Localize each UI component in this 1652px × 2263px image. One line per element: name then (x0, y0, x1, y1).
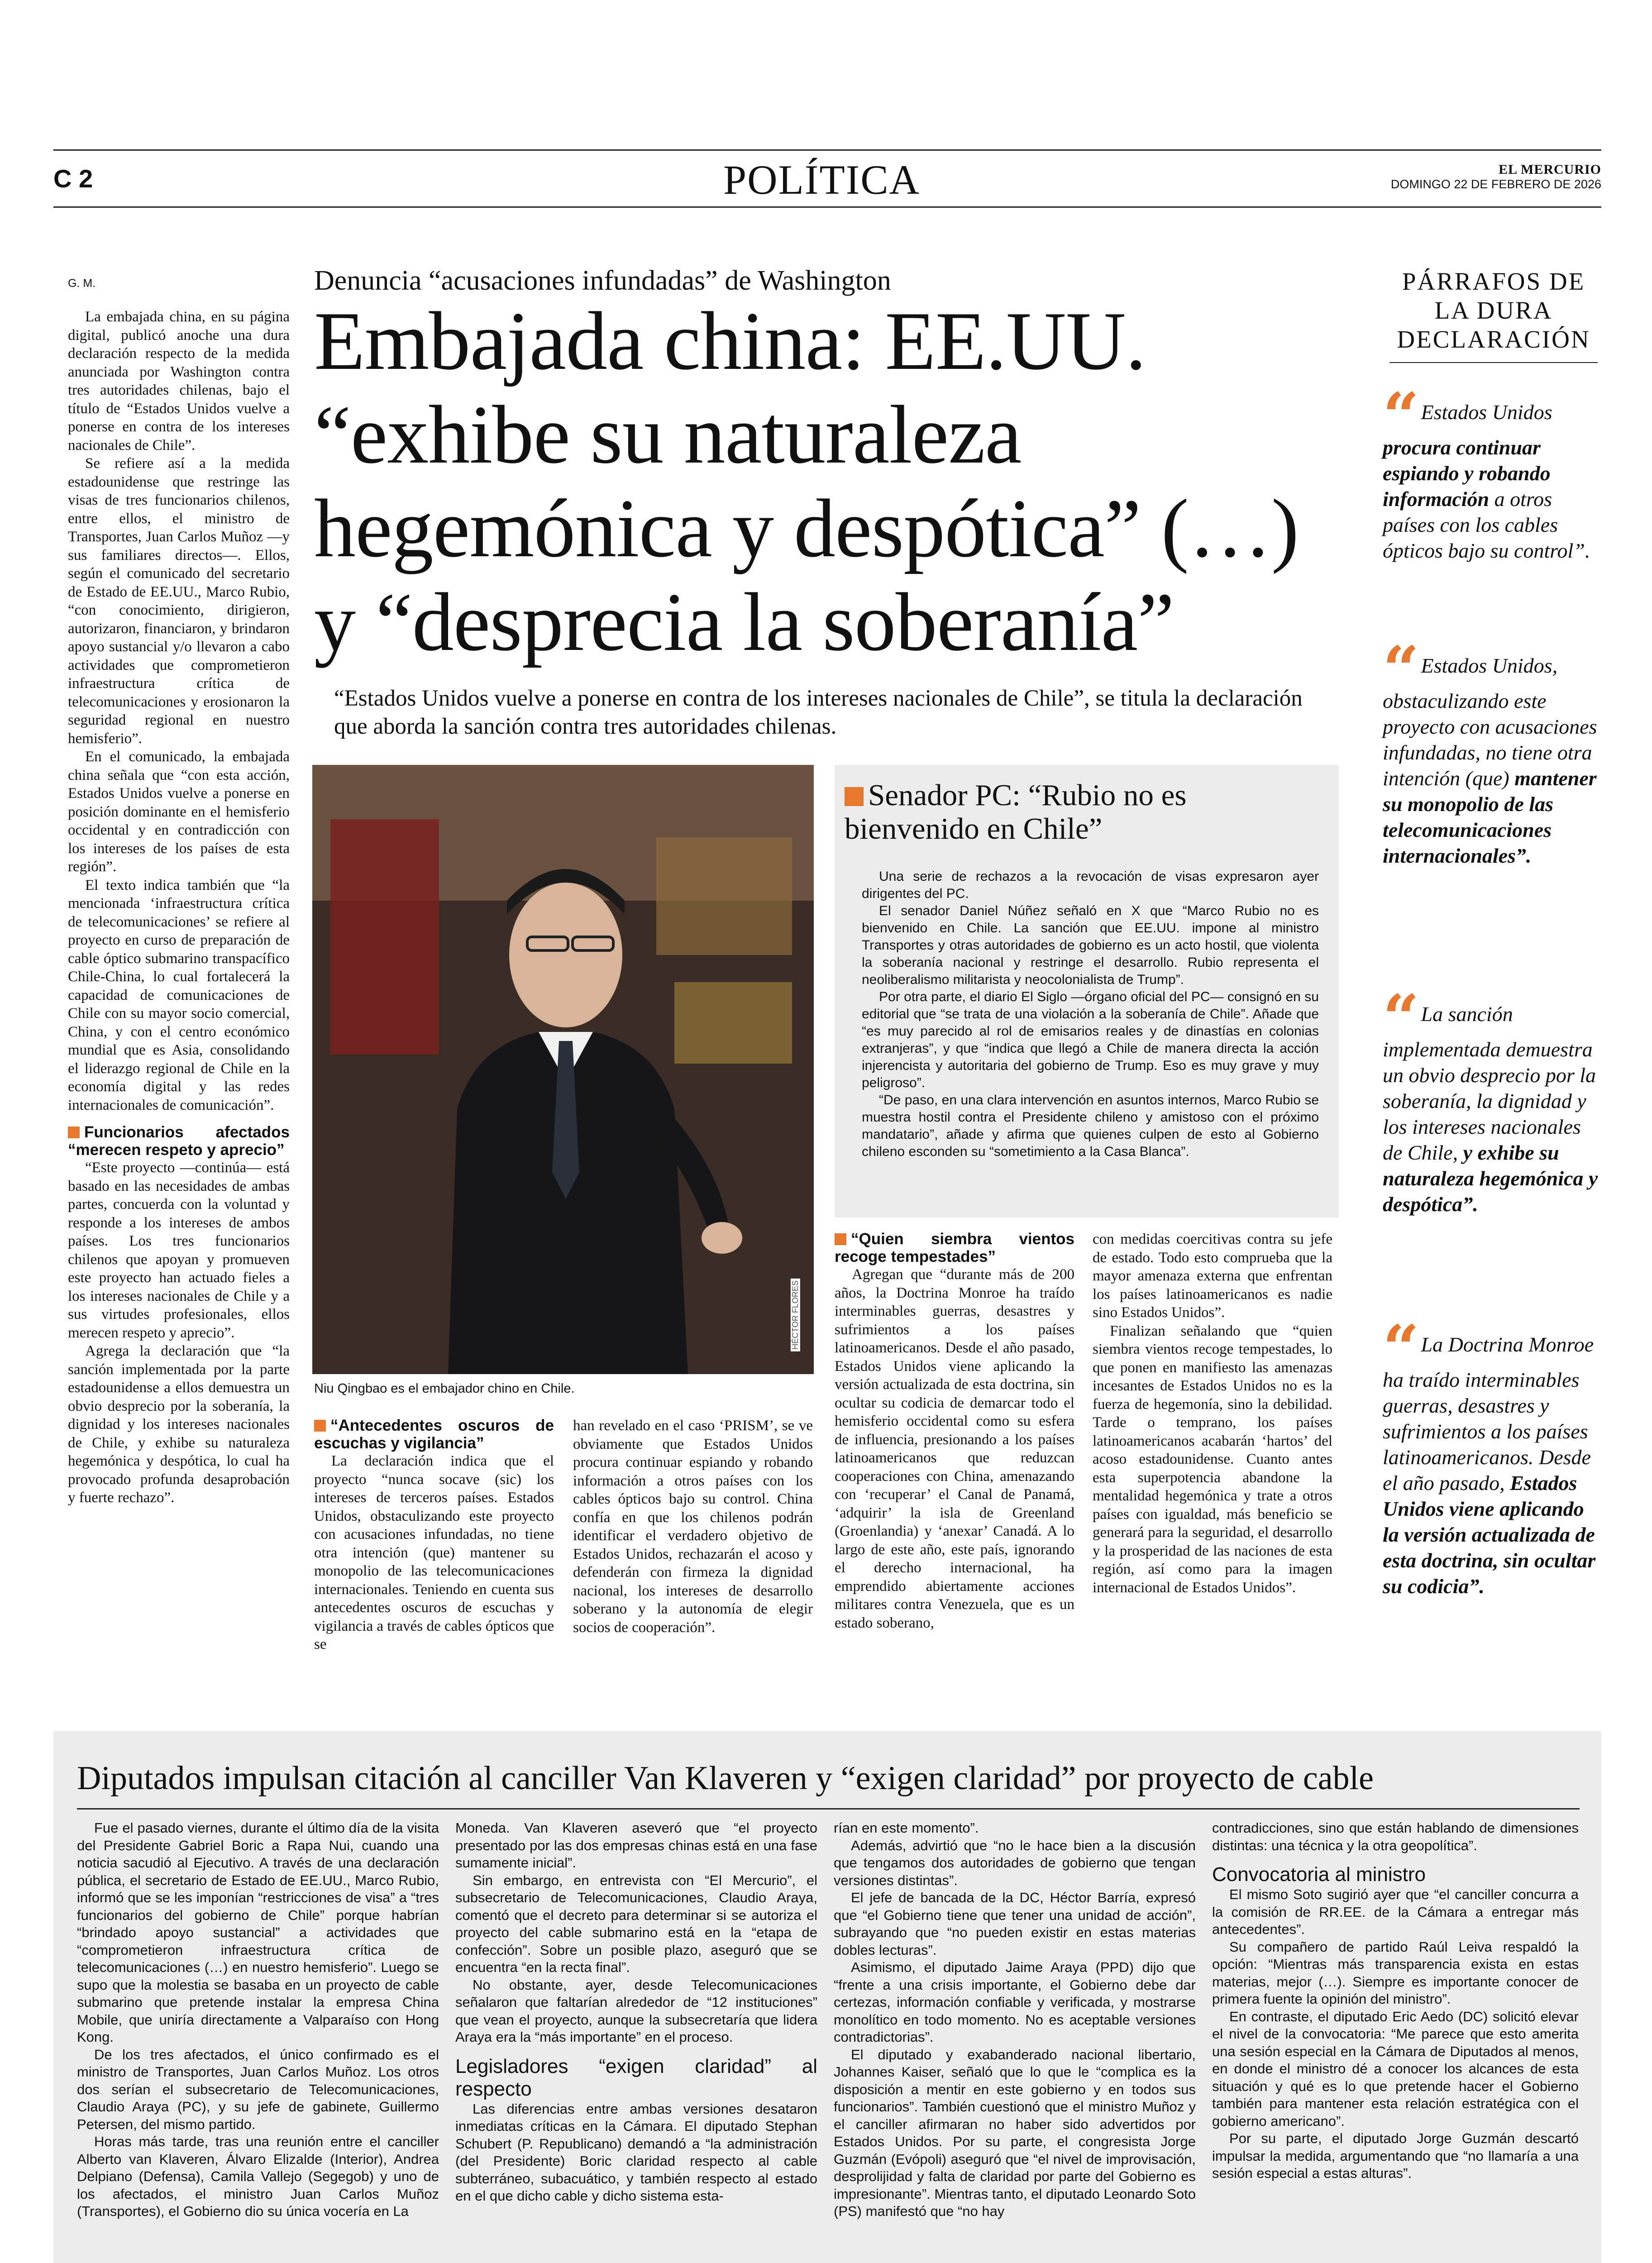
paragraph: con medidas coercitivas contra su jefe de estado. Todo esto comprueba que la mayor amenaza externa que enfrentan los países latinoamericanos es nadie sino Estados Unidos”. (1093, 1231, 1332, 1321)
article-left-column (68, 308, 290, 1507)
article-right-column-b (1093, 1230, 1332, 1597)
orange-square-icon (68, 1127, 80, 1138)
article-deck: “Estados Unidos vuelve a ponerse en contra de los intereses nacionales de Chile”, se titula la declaración que aborda la sanción contra tres autoridades chilenas. (334, 686, 1303, 739)
sidebar-title: Senador PC: “Rubio no es bienvenido en Chile” (845, 778, 1187, 845)
subheading: “Antecedentes oscuros de escuchas y vigilancia” (314, 1417, 554, 1452)
pull-quote-3: “ La sanción implementada demuestra un obvio desprecio por la soberanía, la dignidad y los intereses nacionales de Chile, y exhibe su naturaleza hegemónica y despótica”. (1383, 981, 1598, 1216)
paragraph: Asimismo, el diputado Jaime Araya (PPD) dijo que “frente a una crisis importante, el Gobierno debe dar certezas, información confiable y verificada, y mostrarse monolítico en todo momento. No es aceptable versiones contradictorias”. (834, 1959, 1196, 2045)
article-kicker: Denuncia “acusaciones infundadas” de Washington (314, 265, 891, 296)
paragraph: Horas más tarde, tras una reunión entre el canciller Alberto van Klaveren, Álvaro Elizalde (Interior), Andrea Delpiano (Defensa), Camila Vallejo (Segegob) y uno de los afectados, el ministro Juan Carlos Muñoz (Transportes), el Gobierno dio su única vocería en La (77, 2134, 439, 2219)
newspaper-name: EL MERCURIO (1499, 162, 1601, 177)
photo-illustration (312, 765, 814, 1374)
cable-rule (77, 1808, 1580, 1809)
paragraph: “De paso, en una clara intervención en asuntos internos, Marco Rubio se muestra hostil contra el Presidente chileno y amistoso con el próximo mandatario”, añade y afirma que quienes culpen de esto al Gobierno chileno esconden su “sometimiento a la Casa Blanca”. (862, 1093, 1319, 1159)
paragraph: Se refiere así a la medida estadounidense que restringe las visas de tres funcionarios chilenos, entre ellos, el ministro de Transportes, Juan Carlos Muñoz —y sus familiares directos—. Ellos, según el comunicado del secretario de Estado de EE.UU., Marco Rubio, “con conocimiento, dirigieron, autorizaron, financiaron, y brindaron apoyo sustancial y/o llevaron a cabo actividades que comprometieron infraestructura crítica de telecomunicaciones y erosionaron la seguridad regional en nuestro hemisferio”. (68, 455, 290, 747)
issue-date: DOMINGO 22 DE FEBRERO DE 2026 (1390, 177, 1601, 191)
paragraph: Fue el pasado viernes, durante el último día de la visita del Presidente Gabriel Boric a Rapa Nui, cuando una noticia sacudió al Ejecutivo. A través de una declaración pública, el secretario de Estado de EE.UU., Marco Rubio, informó que se les imponían “restricciones de visa” a “tres funcionarios del gobierno de Chile” porque habrían “brindado apoyo sustancial” a actividades que “comprometieron infraestructura crítica de telecomunicaciones (…) en nuestro hemisferio”. Luego se supo que la molestia se basaba en un proyecto de cable submarino que pretende instalar la empresa China Mobile, que uniría directamente a Valparaíso con Hong Kong. (77, 1820, 439, 2045)
paragraph: El mismo Soto sugirió ayer que “el canciller concurra a la comisión de RR.EE. de la Cámara a entregar más antecedentes”. (1212, 1886, 1579, 1937)
paragraph: En el comunicado, la embajada china señala que “con esta acción, Estados Unidos vuelve a ponerse en posición dominante en el hemisferio occidental y en contradicción con los intereses de los países de esta región”. (68, 749, 290, 875)
ambassador-photo (312, 765, 814, 1374)
paragraph: Su compañero de partido Raúl Leiva respaldó la opción: “Mientras más transparencia exista en estas materias, mejor (…). Siempre es importante conocer de primera fuente la opinión del ministro”. (1212, 1938, 1579, 2007)
masthead-bottom-rule (53, 206, 1601, 208)
cable-article (53, 1731, 1601, 2263)
cable-column-2 (455, 1819, 817, 2205)
subheading: Legisladores “exigen claridad” al respecto (455, 2055, 817, 2100)
paragraph: “Este proyecto —continúa— está basado en las necesidades de ambas partes, concuerda con la voluntad y responde a los intereses de ambos países. Los tres funcionarios chilenos que apoyan y promueven este proyecto han actuado fieles a los intereses nacionales de Chile y a sus virtudes profesionales, ellos merecen respeto y aprecio”. (68, 1160, 290, 1341)
masthead-rule (53, 149, 1601, 151)
paragraph: Sin embargo, en entrevista con “El Mercurio”, el subsecretario de Telecomunicaciones, Claudio Araya, comentó que el decreto para determinar si se autoriza el proyecto del cable submarino está en la “etapa de confección”. Sobre un posible plazo, aseguró que se encuentra “en la recta final”. (455, 1872, 817, 1975)
cable-column-1 (77, 1819, 439, 2220)
subheading: Funcionarios afectados “merecen respeto y aprecio” (68, 1123, 290, 1159)
paragraph: La embajada china, en su página digital, publicó anoche una dura declaración respecto de la medida anunciada por Washington contra tres autoridades chilenas, bajo el título de “Estados Unidos vuelve a ponerse en contra de los intereses nacionales de Chile”. (68, 309, 290, 454)
paragraph: contradicciones, sino que están hablando de dimensiones distintas: una técnica y la otra geopolítica”. (1212, 1820, 1579, 1853)
paragraph: El texto indica también que “la mencionada ‘infraestructura crítica de telecomunicaciones’ se refiere al proyecto en curso de preparación de cable óptico submarino transpacífico Chile-China, lo cual fortalecerá la capacidad de comunicaciones de Chile con su mayor socio comercial, China, y con el centro económico mundial que es Asia, consolidando el liderazgo regional de Chile en la economía digital y las redes internacionales de comunicación”. (68, 877, 290, 1113)
paragraph: La declaración indica que el proyecto “nunca socave (sic) los intereses de terceros países. Estados Unidos, obstaculizando este proyecto con acusaciones infundadas, no tiene otra intención (que) mantener su monopolio de las telecomunicaciones internacionales. Teniendo en cuenta sus antecedentes oscuros de escuchas y vigilancia a través de cables ópticos que se (314, 1453, 554, 1652)
paragraph: Por otra parte, el diario El Siglo —órgano oficial del PC— consignó en su editorial que “se trata de una violación a la soberanía de Chile”. Añade que “es muy parecido al rol de emisarios reales y de dinastías en colonias extranjeras”, y que “indica que llegó a Chile de manera directa la acción injerencista y autoritaria del gobierno de Trump. Eso es muy grave y muy peligroso”. (862, 989, 1319, 1090)
paragraph: Además, advirtió que “no le hace bien a la discusión que tengamos dos autoridades de gobierno que tengan versiones distintas”. (834, 1837, 1196, 1888)
senator-sidebar-box (835, 765, 1339, 1217)
sidebar-text (862, 868, 1319, 1160)
paragraph: Las diferencias entre ambas versiones desataron inmediatas críticas en la Cámara. El diputado Stephan Schubert (P. Republicano) demandó a “la administración (del Presidente) Boric claridad respecto al cable subterráneo, subacuático, y también respecto al estado en el que dicho cable y dicho sistema esta- (455, 2101, 817, 2204)
paragraph: De los tres afectados, el único confirmado es el ministro de Transportes, Juan Carlos Muñoz. Los otros dos serían el subsecretario de Telecomunicaciones, Claudio Araya (PC), y su jefe de gabinete, Guillermo Petersen, del mismo partido. (77, 2046, 439, 2132)
pull-quote-2: “ Estados Unidos, obstaculizando este proyecto con acusaciones infundadas, no tiene otra intención (que) mantener su monopolio de las telecomunicaciones internacionales”. (1383, 633, 1597, 867)
photo-caption: Niu Qingbao es el embajador chino en Chile. (314, 1381, 575, 1396)
paragraph: En contraste, el diputado Eric Aedo (DC) solicitó elevar el nivel de la convocatoria: “Me parece que esto amerita una sesión especial en la Cámara de Diputados al menos, en donde el ministro dé a conocer los alcances de esta situación y qué es lo que pretende hacer el Gobierno también para mantener esta relación estratégica con el gobierno americano”. (1212, 2008, 1579, 2129)
orange-square-icon (835, 1233, 846, 1245)
paragraph: han revelado en el caso ‘PRISM’, se ve obviamente que Estados Unidos procura continuar espiando y robando información a otros países con los cables ópticos bajo su control. China confía en que los chilenos podrán identificar el verdadero objetivo de Estados Unidos, rechazarán el acoso y defenderán con firmeza la dignidad nacional, los intereses de desarrollo soberano y la autonomía de elegir socios de cooperación”. (573, 1418, 813, 1636)
quote-mark-icon: “ (1383, 1312, 1406, 1386)
paragraph: No obstante, ayer, desde Telecomunicaciones señalaron que faltarían alrededor de “12 instituciones” que vean el proyecto, aunque la subsecretaría que lidera Araya era la “más importante” en el proceso. (455, 1977, 817, 2045)
pull-quote-4: “ La Doctrina Monroe ha traído interminables guerras, desastres y sufrimientos a los países latinoamericanos. Desde el año pasado, Estados Unidos viene aplicando la versión actualizada de esta doctrina, sin ocultar su codicia”. (1383, 1312, 1596, 1598)
subheading: “Quien siembra vientos recoge tempestades” (835, 1230, 1074, 1265)
article-headline: Embajada china: EE.UU. “exhibe su naturaleza hegemónica y despótica” (…) y “desprecia la soberanía” (314, 295, 1299, 668)
cable-headline: Diputados impulsan citación al canciller Van Klaveren y “exigen claridad” por proyecto de cable (77, 1760, 1374, 1797)
paragraph: Finalizan señalando que “quien siembra vientos recoge tempestades, lo que ponen en manifiesto las amenazas incesantes de Estados Unidos no es la fuerza de hegemonía, sino la debilidad. Tarde o temprano, los países latinoamericanos acabarán ‘hartos’ del acoso estadounidense. Cuanto antes esta superpotencia abandone la mentalidad hegemónica y trate a otros países con igualdad, más beneficio se generará para la seguridad, el desarrollo y la prosperidad de las naciones de esta región, así como para la imagen internacional de Estados Unidos”. (1093, 1322, 1332, 1596)
article-right-column-a (835, 1230, 1074, 1632)
paragraph: El diputado y exabanderado nacional libertario, Johannes Kaiser, señaló que lo que le “complica es la disposición a mentir en este gobierno y en todos sus funcionarios”. También cuestionó que el ministro Muñoz y el canciller afirmaran no haber sido advertidos por Estados Unidos. Por su parte, el congresista Jorge Guzmán (Evópoli) aseguró que “el nivel de improvisación, desprolijidad y falta de claridad por parte del Gobierno es impresionante”. Mientras tanto, el diputado Leonardo Soto (PS) manifestó que “no hay (834, 2046, 1196, 2219)
paragraph: Una serie de rechazos a la revocación de visas expresaron ayer dirigentes del PC. (862, 869, 1319, 901)
paragraph: rían en este momento”. (834, 1820, 979, 1836)
page-number: C 2 (53, 164, 93, 193)
paragraph: Agrega la declaración que “la sanción implementada por la parte estadounidense a ellos demuestra un obvio desprecio por la soberanía, la dignidad y los intereses nacionales de Chile, y exhibe su naturaleza hegemónica y despótica, lo cual ha provocado profunda desaprobación y fuerte rechazo”. (68, 1343, 290, 1506)
section-title: POLÍTICA (723, 157, 921, 203)
orange-square-icon (314, 1420, 326, 1432)
byline: G. M. (68, 277, 96, 290)
quote-mark-icon: “ (1383, 379, 1406, 454)
photo-credit: HÉCTOR FLORES (791, 1279, 800, 1351)
article-mid-column-b (573, 1417, 813, 1637)
orange-square-icon (845, 787, 864, 806)
paragraph: El senador Daniel Núñez señaló en X que “Marco Rubio no es bienvenido en Chile. La sanción que EE.UU. impone al ministro Transportes y otras autoridades de gobierno es un acto hostil, que violenta la soberanía nacional y restringe el desarrollo. Rubio representa el neoliberalismo militarista y neocolonialista de Trump”. (862, 903, 1319, 987)
paragraph: Agregan que “durante más de 200 años, la Doctrina Monroe ha traído interminables guerras, desastres y sufrimientos a los países latinoamericanos. Desde el año pasado, Estados Unidos viene aplicando la versión actualizada de esta doctrina, sin ocultar su codicia de demarcar todo el hemisferio occidental como su esfera de influencia, presionando a los países latinoamericanos que reduzcan cooperaciones con China, amenazando con ‘recuperar’ el Canal de Panamá, ‘adquirir’ la isla de Greenland (Groenlandia) y ‘anexar’ Canadá. A lo largo de este año, este país, ignorando el derecho internacional, ha emprendido abiertamente acciones militares contra Venezuela, que es un estado soberano, (835, 1266, 1074, 1631)
subheading: Convocatoria al ministro (1212, 1863, 1426, 1886)
masthead (53, 149, 1601, 208)
quote-mark-icon: “ (1383, 981, 1406, 1055)
pull-quote-1: “ Estados Unidos procura continuar espiando y robando información a otros países con los cables ópticos bajo su control”. (1383, 379, 1590, 562)
paragraph: Moneda. Van Klaveren aseveró que “el proyecto presentado por las dos empresas chinas está en una fase sumamente inicial”. (455, 1820, 817, 1871)
pull-quotes-rule (1389, 362, 1598, 363)
pull-quotes-title: PÁRRAFOS DE LA DURA DECLARACIÓN (1397, 267, 1590, 353)
paragraph: Por su parte, el diputado Jorge Guzmán descartó impulsar la medida, argumentando que “no llamaría a una sesión especial a estas alturas”. (1212, 2130, 1579, 2181)
cable-column-3 (834, 1819, 1196, 2220)
article-mid-column-a (314, 1417, 554, 1654)
paragraph: El jefe de bancada de la DC, Héctor Barría, expresó que “el Gobierno tiene que tener una unidad de acción”, subrayando que “no pueden existir en estas materias dobles lecturas”. (834, 1890, 1196, 1958)
cable-column-4 (1212, 1819, 1579, 2182)
quote-mark-icon: “ (1383, 633, 1406, 707)
